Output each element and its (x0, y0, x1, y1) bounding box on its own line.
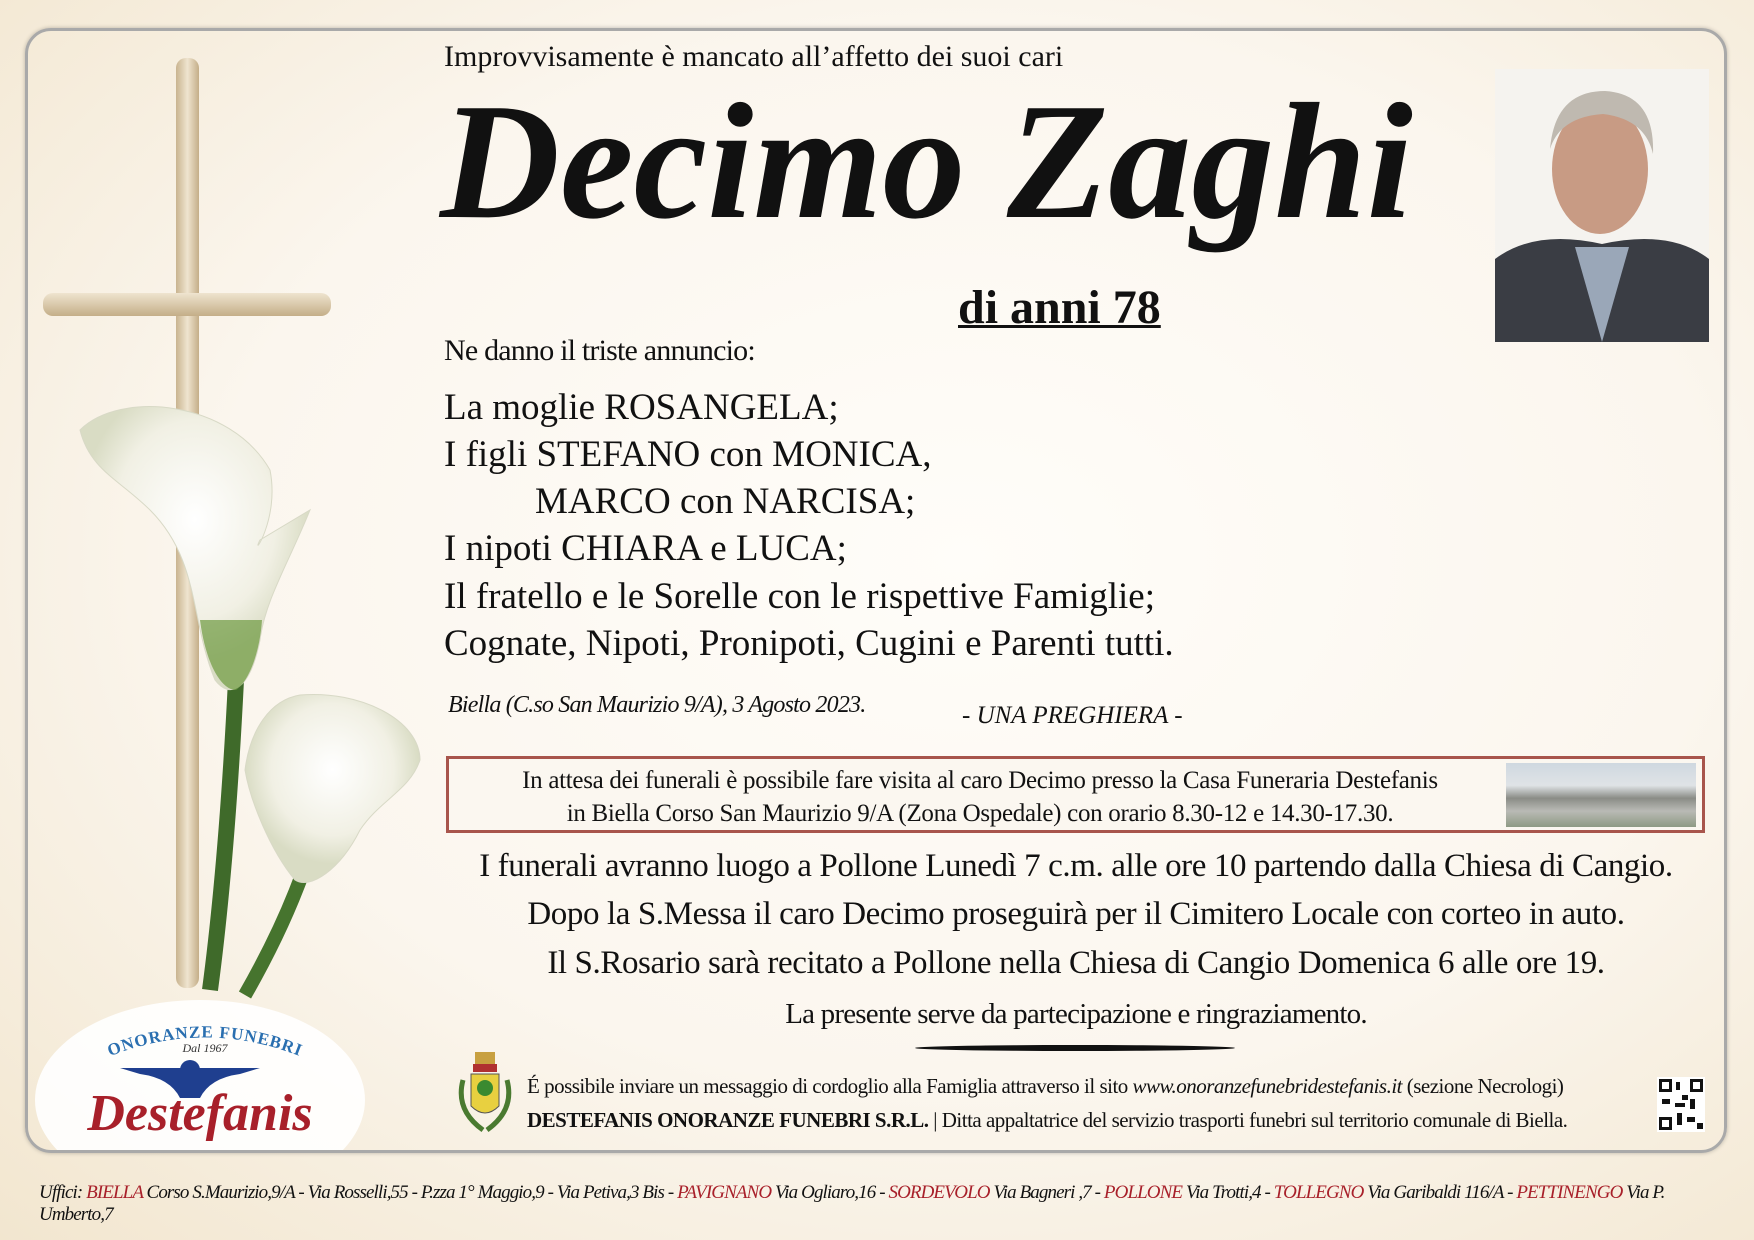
office-address: Via Trotti,4 - (1182, 1182, 1274, 1203)
funeral-line: Dopo la S.Messa il caro Decimo proseguirà per il Cimitero Locale con corteo in auto. (527, 896, 1625, 932)
destefanis-logo (30, 990, 380, 1150)
municipal-crest-icon (453, 1050, 517, 1136)
funeral-line: I funerali avranno luogo a Pollone Lunedì 7 c.m. alle ore 10 partendo dalla Chiesa di Cangio. (479, 848, 1673, 884)
website-link[interactable]: www.onoranzefunebridestefanis.it (1132, 1074, 1402, 1098)
qr-code-icon[interactable] (1657, 1077, 1705, 1132)
cross-horizontal (43, 293, 331, 316)
intro-text: Improvvisamente è mancato all’affetto dei suoi cari (444, 40, 1064, 73)
visit-line: in Biella Corso San Maurizio 9/A (Zona Ospedale) con orario 8.30-12 e 14.30-17.30. (566, 800, 1394, 827)
deceased-name: Decimo Zaghi (440, 69, 1413, 253)
divider (915, 1045, 1235, 1051)
funeral-home-photo (1506, 763, 1696, 827)
company-info: DESTEFANIS ONORANZE FUNEBRI S.R.L. | Ditta appaltatrice del servizio trasporti funebri sul territorio comunale di Biella. (527, 1108, 1568, 1132)
deceased-photo (1495, 69, 1709, 342)
age: di anni 78 (958, 281, 1161, 334)
visit-line: In attesa dei funerali è possibile fare visita al caro Decimo presso la Casa Funeraria Destefanis (522, 767, 1438, 794)
family-line: La moglie ROSANGELA; (444, 387, 839, 428)
family-line: MARCO con NARCISA; (535, 481, 916, 522)
visit-info-box (446, 756, 1705, 833)
announcement-label: Ne danno il triste annuncio: (444, 334, 755, 367)
office-address: Uffici: (39, 1182, 87, 1203)
office-town: POLLONE (1103, 1182, 1183, 1203)
family-line: I nipoti CHIARA e LUCA; (444, 528, 847, 569)
office-town: PAVIGNANO (677, 1182, 772, 1203)
family-line: I figli STEFANO con MONICA, (444, 434, 932, 475)
office-town: BIELLA (86, 1182, 143, 1203)
office-town: TOLLEGNO (1273, 1182, 1364, 1203)
prayer-label: - UNA PREGHIERA - (962, 702, 1183, 729)
funeral-line: Il S.Rosario sarà recitato a Pollone nella Chiesa di Cangio Domenica 6 alle ore 19. (547, 945, 1605, 981)
lily-flower (245, 694, 420, 882)
office-address: Via P. Umberto,7 (39, 1182, 1665, 1225)
logo-brand: Destefanis (87, 1085, 313, 1142)
condolence-info: É possibile inviare un messaggio di cordoglio alla Famiglia attraverso il sito www.onoranzefunebridestefanis.it (sezione Necrologi) (527, 1074, 1564, 1098)
office-town: PETTINENGO (1516, 1182, 1623, 1203)
office-address: Via Garibaldi 116/A - (1363, 1182, 1517, 1203)
office-address: Via Bagneri ,7 - (989, 1182, 1104, 1203)
place-date: Biella (C.so San Maurizio 9/A), 3 Agosto 2023. (448, 692, 866, 718)
office-address: Via Ogliaro,16 - (771, 1182, 889, 1203)
family-line: Il fratello e le Sorelle con le rispettive Famiglie; (444, 576, 1155, 617)
office-address: Corso S.Maurizio,9/A - Via Rosselli,55 - P.zza 1° Maggio,9 - Via Petiva,3 Bis - (142, 1182, 678, 1203)
logo-since: Dal 1967 (182, 1041, 228, 1055)
thanks-text: La presente serve da partecipazione e ringraziamento. (785, 998, 1367, 1030)
office-town: SORDEVOLO (888, 1182, 990, 1203)
offices-footer (39, 1182, 1719, 1226)
logo-arc-text: ONORANZE FUNEBRI (104, 1022, 306, 1061)
cross-and-lilies (0, 0, 460, 1010)
family-line: Cognate, Nipoti, Pronipoti, Cugini e Parenti tutti. (444, 623, 1174, 664)
